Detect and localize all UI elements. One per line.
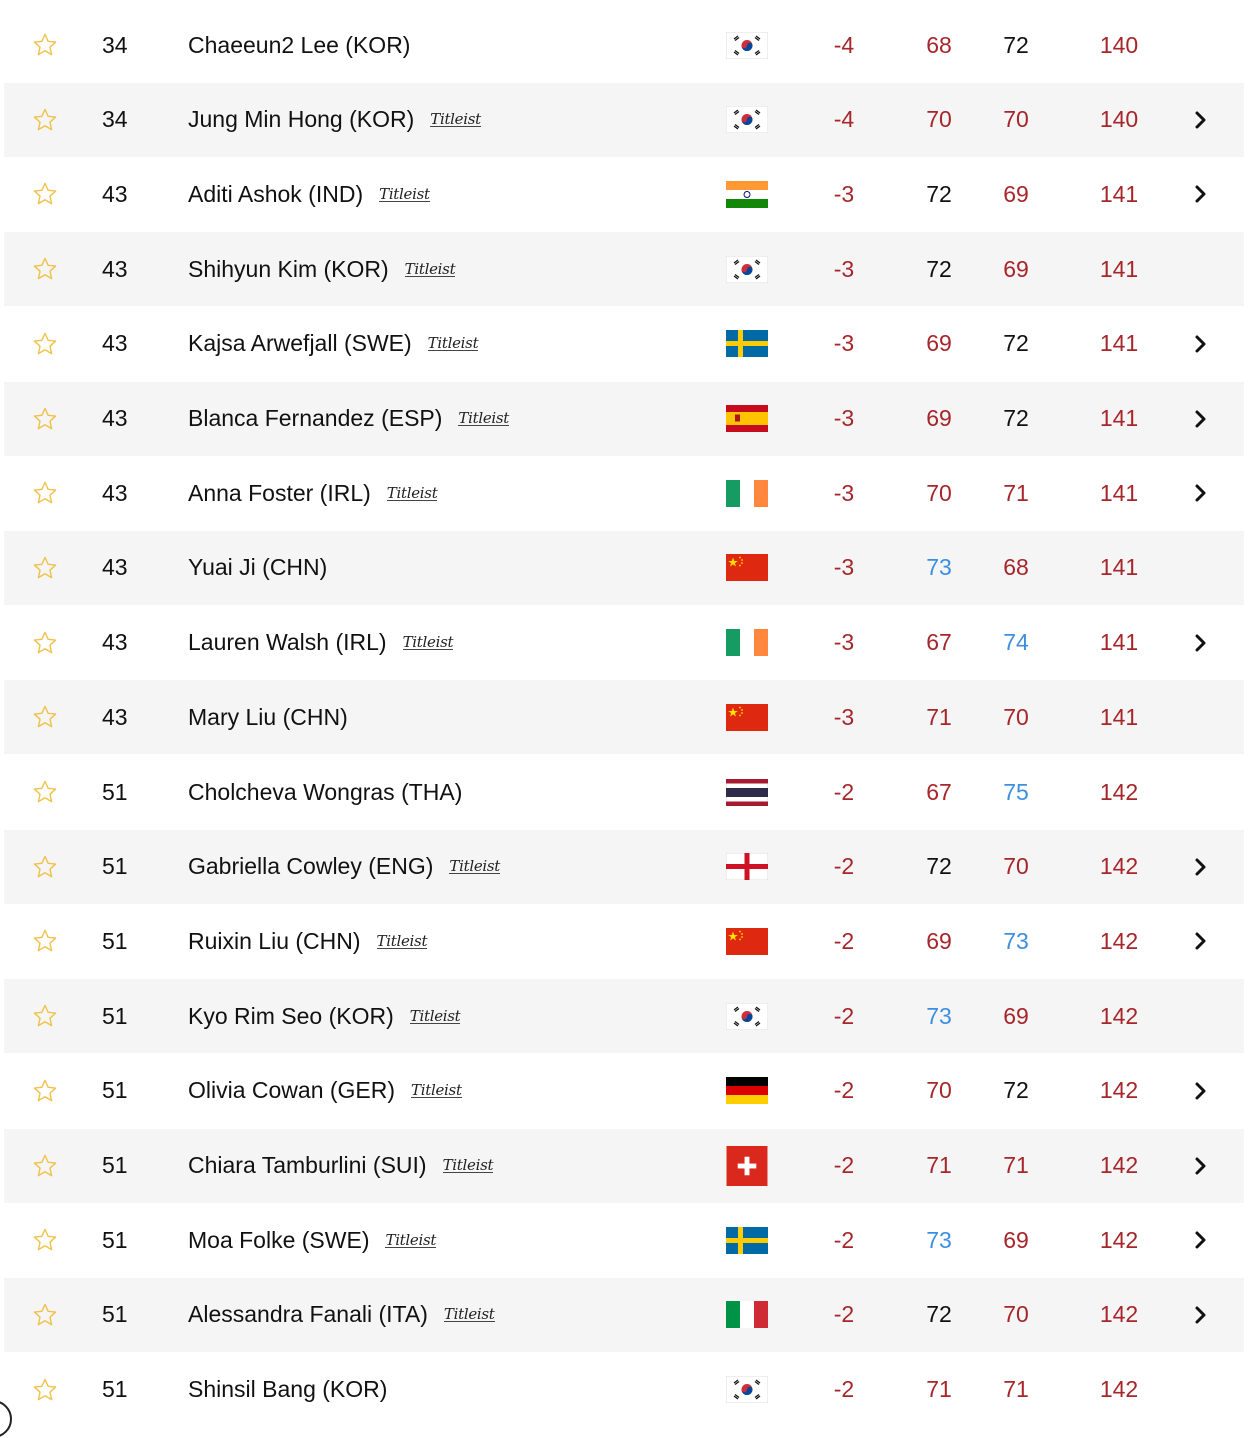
player-name[interactable]: Shinsil Bang (KOR) bbox=[188, 1376, 388, 1403]
sponsor-label: Titleist bbox=[409, 1006, 461, 1025]
position: 51 bbox=[102, 1077, 128, 1104]
round-2-score: 72 bbox=[1003, 330, 1029, 357]
position: 43 bbox=[102, 330, 128, 357]
favorite-star-icon[interactable] bbox=[30, 680, 60, 754]
favorite-star-icon[interactable] bbox=[30, 755, 60, 829]
round-2-score: 69 bbox=[1003, 180, 1029, 207]
position: 43 bbox=[102, 405, 128, 431]
position: 43 bbox=[102, 180, 128, 207]
position: 34 bbox=[102, 106, 128, 133]
country-flag-icon bbox=[726, 1129, 770, 1203]
position: 51 bbox=[102, 1301, 128, 1328]
round-1-score: 71 bbox=[926, 703, 952, 730]
player-name[interactable]: Chaeeun2 Lee (KOR) bbox=[188, 31, 411, 58]
round-2-score: 70 bbox=[1003, 703, 1029, 730]
favorite-star-icon[interactable] bbox=[30, 979, 60, 1053]
score-to-par: -3 bbox=[833, 554, 855, 581]
favorite-star-icon[interactable] bbox=[30, 307, 60, 381]
player-name-cell[interactable] bbox=[188, 1278, 708, 1352]
table-row[interactable] bbox=[4, 680, 1244, 754]
total-score: 142 bbox=[1099, 1376, 1139, 1403]
table-row[interactable] bbox=[4, 382, 1244, 456]
table-row[interactable] bbox=[4, 1353, 1244, 1427]
score-to-par: -3 bbox=[833, 330, 855, 357]
round-2-score: 70 bbox=[1003, 853, 1029, 880]
country-flag-icon bbox=[726, 382, 770, 456]
score-to-par: -3 bbox=[833, 703, 855, 730]
score-to-par: -2 bbox=[833, 853, 855, 880]
chevron-right-icon[interactable] bbox=[1186, 157, 1216, 231]
total-score: 141 bbox=[1099, 703, 1139, 730]
position: 51 bbox=[102, 1376, 128, 1403]
player-name-cell[interactable] bbox=[188, 232, 708, 306]
favorite-star-icon[interactable] bbox=[30, 606, 60, 680]
favorite-star-icon[interactable] bbox=[30, 904, 60, 978]
sponsor-label: Titleist bbox=[430, 110, 481, 129]
total-score: 142 bbox=[1099, 778, 1139, 805]
score-to-par: -4 bbox=[833, 31, 855, 58]
total-score: 142 bbox=[1099, 927, 1139, 954]
round-2-score: 71 bbox=[1003, 479, 1029, 506]
player-name[interactable]: Kyo Rim Seo (KOR) bbox=[188, 1002, 394, 1029]
position: 51 bbox=[102, 1226, 128, 1253]
score-to-par: -2 bbox=[833, 1226, 855, 1253]
total-score: 140 bbox=[1099, 31, 1139, 58]
score-to-par: -3 bbox=[833, 629, 855, 656]
country-flag-icon bbox=[726, 830, 770, 904]
round-1-score: 69 bbox=[926, 330, 952, 357]
favorite-star-icon[interactable] bbox=[30, 83, 60, 157]
table-row[interactable] bbox=[4, 1054, 1244, 1128]
round-1-score: 72 bbox=[926, 255, 952, 282]
position: 43 bbox=[102, 479, 128, 506]
table-row[interactable] bbox=[4, 83, 1244, 157]
chevron-right-icon[interactable] bbox=[1186, 83, 1216, 157]
country-flag-icon bbox=[726, 680, 770, 754]
round-1-score: 71 bbox=[926, 1376, 952, 1403]
position: 51 bbox=[102, 778, 128, 805]
player-name-cell[interactable] bbox=[188, 531, 708, 605]
player-name[interactable]: Aditi Ashok (IND) bbox=[188, 180, 364, 207]
round-1-score: 69 bbox=[926, 405, 952, 431]
sponsor-label: Titleist bbox=[458, 409, 510, 427]
player-name-cell[interactable] bbox=[188, 8, 708, 82]
country-flag-icon bbox=[726, 979, 770, 1053]
chevron-right-icon[interactable] bbox=[1186, 1203, 1216, 1277]
table-row[interactable] bbox=[4, 232, 1244, 306]
sponsor-label: Titleist bbox=[427, 334, 479, 353]
player-name[interactable]: Alessandra Fanali (ITA) bbox=[188, 1301, 428, 1328]
titleist-logo bbox=[403, 628, 454, 658]
favorite-star-icon[interactable] bbox=[30, 1129, 60, 1203]
table-row[interactable] bbox=[4, 531, 1244, 605]
sponsor-label: Titleist bbox=[385, 1230, 437, 1249]
table-row[interactable] bbox=[4, 979, 1244, 1053]
titleist-logo bbox=[443, 1151, 494, 1181]
player-name-cell[interactable] bbox=[188, 1054, 708, 1128]
player-name[interactable]: Lauren Walsh (IRL) bbox=[188, 629, 387, 656]
titleist-logo bbox=[385, 1225, 436, 1255]
table-row[interactable] bbox=[4, 307, 1244, 381]
sponsor-label: Titleist bbox=[386, 483, 438, 502]
player-name-cell[interactable] bbox=[188, 83, 708, 157]
player-name-cell[interactable] bbox=[188, 1353, 708, 1427]
table-row[interactable] bbox=[4, 1203, 1244, 1277]
favorite-star-icon[interactable] bbox=[30, 232, 60, 306]
total-score: 142 bbox=[1099, 1226, 1139, 1253]
player-name[interactable]: Cholcheva Wongras (THA) bbox=[188, 778, 463, 805]
total-score: 141 bbox=[1099, 479, 1139, 506]
favorite-star-icon[interactable] bbox=[30, 456, 60, 530]
player-name[interactable]: Gabriella Cowley (ENG) bbox=[188, 853, 434, 880]
score-to-par: -2 bbox=[833, 927, 855, 954]
round-2-score: 71 bbox=[1003, 1152, 1029, 1178]
chevron-right-icon[interactable] bbox=[1186, 456, 1216, 530]
titleist-logo bbox=[430, 105, 481, 135]
favorite-star-icon[interactable] bbox=[30, 830, 60, 904]
chevron-right-icon[interactable] bbox=[1186, 904, 1216, 978]
round-1-score: 68 bbox=[926, 31, 952, 58]
total-score: 141 bbox=[1099, 180, 1139, 207]
sponsor-label: Titleist bbox=[379, 184, 430, 203]
player-name[interactable]: Kajsa Arwefjall (SWE) bbox=[188, 330, 412, 357]
round-1-score: 73 bbox=[926, 1002, 952, 1029]
chevron-right-icon[interactable] bbox=[1186, 1129, 1216, 1203]
round-1-score: 73 bbox=[926, 554, 952, 581]
round-1-score: 70 bbox=[926, 1077, 952, 1104]
player-name[interactable]: Moa Folke (SWE) bbox=[188, 1226, 370, 1253]
score-to-par: -3 bbox=[833, 180, 855, 207]
total-score: 141 bbox=[1099, 255, 1139, 282]
player-name[interactable]: Anna Foster (IRL) bbox=[188, 479, 371, 506]
titleist-logo bbox=[410, 1001, 461, 1031]
round-2-score: 69 bbox=[1003, 1002, 1029, 1029]
round-2-score: 72 bbox=[1003, 31, 1029, 58]
titleist-logo bbox=[377, 926, 428, 956]
chevron-right-icon[interactable] bbox=[1186, 307, 1216, 381]
table-row[interactable] bbox=[4, 830, 1244, 904]
country-flag-icon bbox=[726, 8, 770, 82]
chevron-right-icon[interactable] bbox=[1186, 1278, 1216, 1352]
country-flag-icon bbox=[726, 307, 770, 381]
total-score: 141 bbox=[1099, 405, 1139, 431]
round-2-score: 70 bbox=[1003, 1301, 1029, 1328]
sponsor-label: Titleist bbox=[442, 1156, 494, 1174]
sponsor-label: Titleist bbox=[404, 259, 456, 278]
chevron-right-icon[interactable] bbox=[1186, 606, 1216, 680]
favorite-star-icon[interactable] bbox=[30, 157, 60, 231]
player-name[interactable]: Shihyun Kim (KOR) bbox=[188, 255, 389, 282]
player-name-cell[interactable] bbox=[188, 606, 708, 680]
round-1-score: 72 bbox=[926, 853, 952, 880]
round-1-score: 73 bbox=[926, 1226, 952, 1253]
country-flag-icon bbox=[726, 157, 770, 231]
score-to-par: -2 bbox=[833, 1077, 855, 1104]
sponsor-label: Titleist bbox=[402, 633, 454, 652]
total-score: 140 bbox=[1099, 106, 1139, 133]
favorite-star-icon[interactable] bbox=[30, 8, 60, 82]
table-row[interactable] bbox=[4, 8, 1244, 82]
position: 43 bbox=[102, 703, 128, 730]
country-flag-icon bbox=[726, 1203, 770, 1277]
player-name-cell[interactable] bbox=[188, 157, 708, 231]
table-row[interactable] bbox=[4, 1129, 1244, 1203]
country-flag-icon bbox=[726, 1278, 770, 1352]
sponsor-label: Titleist bbox=[443, 1305, 495, 1324]
score-to-par: -2 bbox=[833, 1376, 855, 1403]
favorite-star-icon[interactable] bbox=[30, 382, 60, 456]
round-1-score: 70 bbox=[926, 479, 952, 506]
round-2-score: 71 bbox=[1003, 1376, 1029, 1403]
round-1-score: 67 bbox=[926, 778, 952, 805]
chevron-right-icon[interactable] bbox=[1186, 1054, 1216, 1128]
titleist-logo bbox=[428, 329, 479, 359]
player-name-cell[interactable] bbox=[188, 979, 708, 1053]
total-score: 142 bbox=[1099, 1077, 1139, 1104]
round-2-score: 72 bbox=[1003, 1077, 1029, 1104]
sponsor-label: Titleist bbox=[376, 931, 428, 950]
titleist-logo bbox=[458, 404, 509, 434]
player-name[interactable]: Olivia Cowan (GER) bbox=[188, 1077, 396, 1104]
round-1-score: 70 bbox=[926, 106, 952, 133]
country-flag-icon bbox=[726, 1353, 770, 1427]
score-to-par: -3 bbox=[833, 255, 855, 282]
position: 43 bbox=[102, 629, 128, 656]
round-2-score: 73 bbox=[1003, 927, 1029, 954]
player-name-cell[interactable] bbox=[188, 904, 708, 978]
player-name[interactable]: Jung Min Hong (KOR) bbox=[188, 106, 415, 133]
player-name[interactable]: Blanca Fernandez (ESP) bbox=[188, 405, 443, 431]
player-name-cell[interactable] bbox=[188, 456, 708, 530]
favorite-star-icon[interactable] bbox=[30, 531, 60, 605]
player-name-cell[interactable] bbox=[188, 307, 708, 381]
player-name[interactable]: Yuai Ji (CHN) bbox=[188, 554, 328, 581]
titleist-logo bbox=[444, 1300, 495, 1330]
total-score: 142 bbox=[1099, 853, 1139, 880]
table-row[interactable] bbox=[4, 157, 1244, 231]
country-flag-icon bbox=[726, 232, 770, 306]
score-to-par: -4 bbox=[833, 106, 855, 133]
total-score: 142 bbox=[1099, 1152, 1139, 1178]
round-1-score: 72 bbox=[926, 180, 952, 207]
round-2-score: 68 bbox=[1003, 554, 1029, 581]
round-2-score: 69 bbox=[1003, 1226, 1029, 1253]
total-score: 142 bbox=[1099, 1301, 1139, 1328]
favorite-star-icon[interactable] bbox=[30, 1278, 60, 1352]
table-row[interactable] bbox=[4, 456, 1244, 530]
country-flag-icon bbox=[726, 755, 770, 829]
round-2-score: 75 bbox=[1003, 778, 1029, 805]
score-to-par: -3 bbox=[833, 405, 855, 431]
player-name-cell[interactable] bbox=[188, 382, 708, 456]
country-flag-icon bbox=[726, 83, 770, 157]
player-name-cell[interactable] bbox=[188, 1203, 708, 1277]
score-to-par: -3 bbox=[833, 479, 855, 506]
score-to-par: -2 bbox=[833, 1301, 855, 1328]
titleist-logo bbox=[405, 254, 456, 284]
position: 43 bbox=[102, 554, 128, 581]
round-1-score: 72 bbox=[926, 1301, 952, 1328]
round-1-score: 69 bbox=[926, 927, 952, 954]
country-flag-icon bbox=[726, 904, 770, 978]
round-2-score: 72 bbox=[1003, 405, 1029, 431]
sponsor-label: Titleist bbox=[411, 1081, 462, 1100]
titleist-logo bbox=[387, 478, 438, 508]
position: 43 bbox=[102, 255, 128, 282]
titleist-logo bbox=[449, 852, 500, 882]
round-2-score: 70 bbox=[1003, 106, 1029, 133]
position: 51 bbox=[102, 853, 128, 880]
player-name-cell[interactable] bbox=[188, 755, 708, 829]
favorite-star-icon[interactable] bbox=[30, 1353, 60, 1427]
table-row[interactable] bbox=[4, 904, 1244, 978]
table-row[interactable] bbox=[4, 606, 1244, 680]
position: 51 bbox=[102, 1152, 128, 1178]
favorite-star-icon[interactable] bbox=[30, 1054, 60, 1128]
player-name[interactable]: Ruixin Liu (CHN) bbox=[188, 927, 361, 954]
score-to-par: -2 bbox=[833, 778, 855, 805]
score-to-par: -2 bbox=[833, 1002, 855, 1029]
titleist-logo bbox=[379, 179, 430, 209]
player-name-cell[interactable] bbox=[188, 680, 708, 754]
country-flag-icon bbox=[726, 1054, 770, 1128]
total-score: 141 bbox=[1099, 629, 1139, 656]
country-flag-icon bbox=[726, 456, 770, 530]
round-2-score: 74 bbox=[1003, 629, 1029, 656]
player-name[interactable]: Chiara Tamburlini (SUI) bbox=[188, 1152, 427, 1178]
round-1-score: 71 bbox=[926, 1152, 952, 1178]
total-score: 141 bbox=[1099, 330, 1139, 357]
country-flag-icon bbox=[726, 606, 770, 680]
player-name[interactable]: Mary Liu (CHN) bbox=[188, 703, 348, 730]
sponsor-label: Titleist bbox=[449, 857, 501, 876]
round-1-score: 67 bbox=[926, 629, 952, 656]
position: 51 bbox=[102, 927, 128, 954]
player-name-cell[interactable] bbox=[188, 1129, 708, 1203]
chevron-right-icon[interactable] bbox=[1186, 830, 1216, 904]
titleist-logo bbox=[411, 1076, 462, 1106]
score-to-par: -2 bbox=[833, 1152, 855, 1178]
total-score: 142 bbox=[1099, 1002, 1139, 1029]
round-2-score: 69 bbox=[1003, 255, 1029, 282]
country-flag-icon bbox=[726, 531, 770, 605]
total-score: 141 bbox=[1099, 554, 1139, 581]
table-row[interactable] bbox=[4, 1278, 1244, 1352]
favorite-star-icon[interactable] bbox=[30, 1203, 60, 1277]
table-row[interactable] bbox=[4, 755, 1244, 829]
chevron-right-icon[interactable] bbox=[1186, 382, 1216, 456]
position: 34 bbox=[102, 31, 128, 58]
position: 51 bbox=[102, 1002, 128, 1029]
player-name-cell[interactable] bbox=[188, 830, 708, 904]
